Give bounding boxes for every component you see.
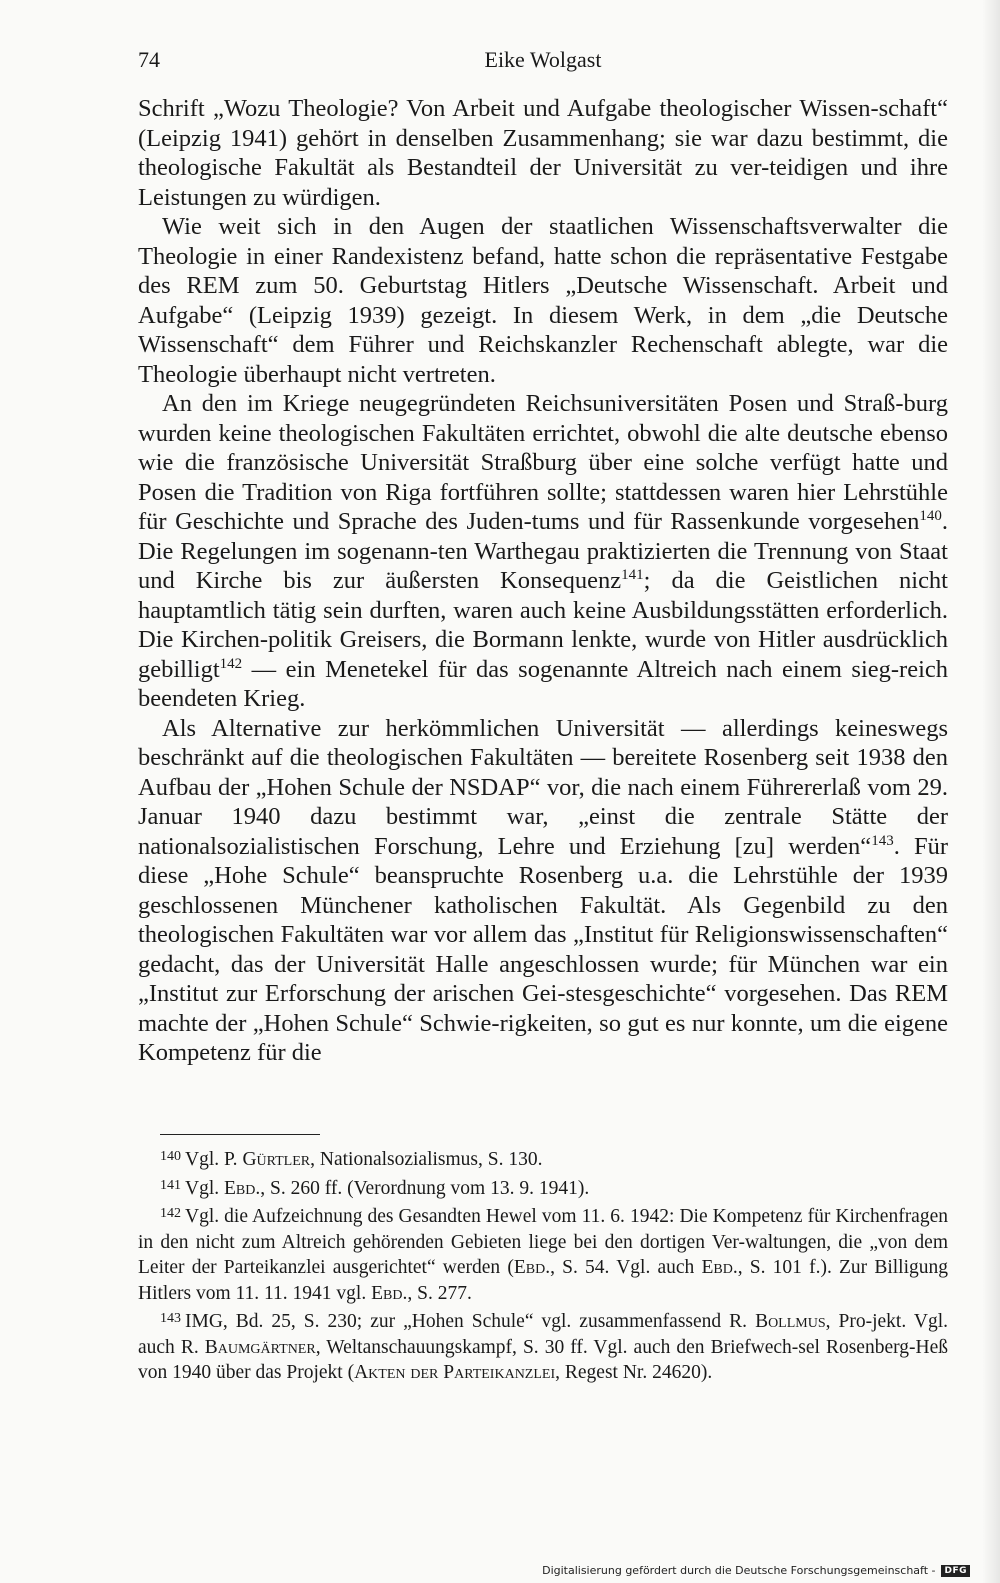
footnote-ref-141[interactable]: 141: [621, 567, 644, 583]
paragraph-3-text-b: . Die Regelungen im sogenann-ten Warthegau praktizierten die Trennung von Staat und Kirche bis zur äußersten Konsequenz: [138, 508, 948, 594]
footnotes: [138, 1144, 948, 1386]
footnote-ibid: Ebd.: [224, 1177, 261, 1199]
footnote-text: , S. 54. Vgl. auch: [550, 1257, 702, 1278]
footnote-text: , Weltanschauungskampf, S. 30 ff. Vgl. auch den Briefwech-sel Rosenberg-Heß von 1940 über das Projekt (: [138, 1336, 948, 1383]
footnote-text: IMG, Bd. 25, S. 230; zur „Hohen Schule“ vgl. zusammenfassend R.: [185, 1311, 756, 1332]
footnote-text: , Nationalsozialismus, S. 130.: [310, 1149, 543, 1170]
paragraph-3-text-a: An den im Kriege neugegründeten Reichsuniversitäten Posen und Straß-burg wurden keine theologischen Fakultäten errichtet, obwohl die alte deutsche ebenso wie die französische Universität Straßburg über eine solche verfügt hatte und Posen die Tradition von Riga fortführen sollte; stattdessen waren hier Lehrstühle für Geschichte und Sprache des Juden-tums und für Rassenkunde vorgesehen: [138, 390, 948, 535]
footnote-141: [138, 1173, 948, 1202]
credit-text: Digitalisierung gefördert durch die Deutsche Forschungsgemeinschaft -: [542, 1564, 936, 1577]
footnote-text: , Pro-jekt. Vgl. auch R.: [138, 1311, 948, 1358]
paragraph-4: [138, 714, 948, 1068]
dfg-logo: DFG: [941, 1565, 970, 1577]
footnote-text: , S. 101 f.). Zur Billigung Hitlers vom 11. 11. 1941 vgl.: [138, 1257, 948, 1304]
footnote-142: [138, 1201, 948, 1306]
paragraph-3-text-c: ; da die Geistlichen nicht hauptamtlich tätig sein durften, waren auch keine Ausbildungsstätten erforderlich. Die Kirchen-politik Greisers, die Bormann lenkte, wurde von Hitler ausdrücklich gebilligt: [138, 567, 948, 683]
running-head: [138, 42, 948, 78]
footnote-ref-143[interactable]: 143: [871, 832, 894, 849]
footnote-text: , S. 277.: [407, 1282, 472, 1304]
footnote-140: [138, 1144, 948, 1173]
paragraph-2-text: Wie weit sich in den Augen der staatlichen Wissenschaftsverwalter die Theologie in einer Randexistenz befand, hatte schon die repräsentative Festgabe des REM zum 50. Geburtstag Hitlers „Deutsche Wissenschaft. Arbeit und Aufgabe“ (Leipzig 1939) gezeigt. In diesem Werk, in dem „die Deutsche Wissenschaft“ dem Führer und Reichskanzler Rechenschaft ablegte, war die Theologie überhaupt nicht vertreten.: [138, 213, 948, 388]
footnote-number: 140: [160, 1149, 181, 1164]
paragraph-4-text-a: Als Alternative zur herkömmlichen Universität — allerdings keineswegs beschränkt auf die theologischen Fakultäten — bereitete Rosenberg seit 1938 den Aufbau der „Hohen Schule der NSDAP“ vor, die nach einem Führererlaß vom 29. Januar 1940 dazu bestimmt war, „einst die zentrale Stätte der nationalsozialistischen Forschung, Lehre und Erziehung [zu] werden“: [138, 714, 948, 860]
footnote-number: 142: [160, 1206, 181, 1221]
footnote-number: 141: [160, 1177, 181, 1193]
footnote-author: Baumgärtner: [204, 1336, 316, 1358]
footnote-text: , S. 260 ff. (Verordnung vom 13. 9. 1941).: [260, 1177, 590, 1199]
footnote-author: Bollmus: [755, 1311, 826, 1332]
footnote-ibid: Ebd.: [701, 1257, 738, 1278]
footnote-text: Vgl. die Aufzeichnung des Gesandten Hewel vom 11. 6. 1942: Die Kompetenz für Kirchenfragen in den nicht zum Altreich gehörenden Gebieten liege bei den dortigen Ver-waltungen, die „von dem Leiter der Parteikanzlei ausgerichtet“ werden (: [138, 1206, 948, 1278]
paragraph-3: [138, 389, 948, 714]
footnote-text: , Regest Nr. 24620).: [555, 1362, 713, 1383]
footnote-ibid: Ebd.: [371, 1282, 408, 1304]
running-head-author: Eike Wolgast: [484, 47, 602, 72]
paragraph-4-text-b: . Für diese „Hohe Schule“ beanspruchte Rosenberg u.a. die Lehrstühle der 1939 geschlossenen Münchener katholischen Fakultät. Als Gegenbild zu den theologischen Fakultäten war vor allem das „Institut für Religionswissenschaften“ gedacht, das der Universität Halle angeschlossen wurde; für München war ein „Institut zur Erforschung der arischen Gei-stesgeschichte“ vorgesehen. Das REM machte der „Hohen Schule“ Schwie-rigkeiten, so gut es nur konnte, um die eigene Kompetenz für die: [138, 832, 948, 1066]
footnote-ref-140[interactable]: 140: [919, 508, 942, 524]
paragraph-1-text: Schrift „Wozu Theologie? Von Arbeit und Aufgabe theologischer Wissen-schaft“ (Leipzig 1941) gehört in denselben Zusammenhang; sie war dazu bestimmt, die theologische Fakultät als Bestandteil der Universität zu ver-teidigen und ihre Leistungen zu würdigen.: [138, 95, 948, 211]
footnote-ibid: Ebd.: [513, 1257, 551, 1278]
paragraph-1: [138, 94, 948, 212]
footnote-text: Vgl.: [185, 1177, 224, 1199]
page-edge-shadow: [982, 0, 1000, 1583]
footnote-ref-142[interactable]: 142: [219, 655, 243, 672]
footnote-number: 143: [160, 1311, 181, 1326]
page-number: 74: [138, 47, 160, 72]
footnote-author: Gürtler: [242, 1149, 311, 1170]
digitization-credit: [542, 1564, 970, 1577]
paragraph-3-text-d: — ein Menetekel für das sogenannte Altreich nach einem sieg-reich beendeten Krieg.: [138, 655, 948, 712]
body-text: [138, 94, 948, 1068]
paragraph-2: [138, 212, 948, 389]
footnote-143: [138, 1306, 948, 1386]
footnote-divider: [160, 1134, 320, 1135]
footnote-text: Vgl. P.: [185, 1149, 243, 1170]
footnote-source: Akten der Parteikanzlei: [354, 1362, 556, 1383]
